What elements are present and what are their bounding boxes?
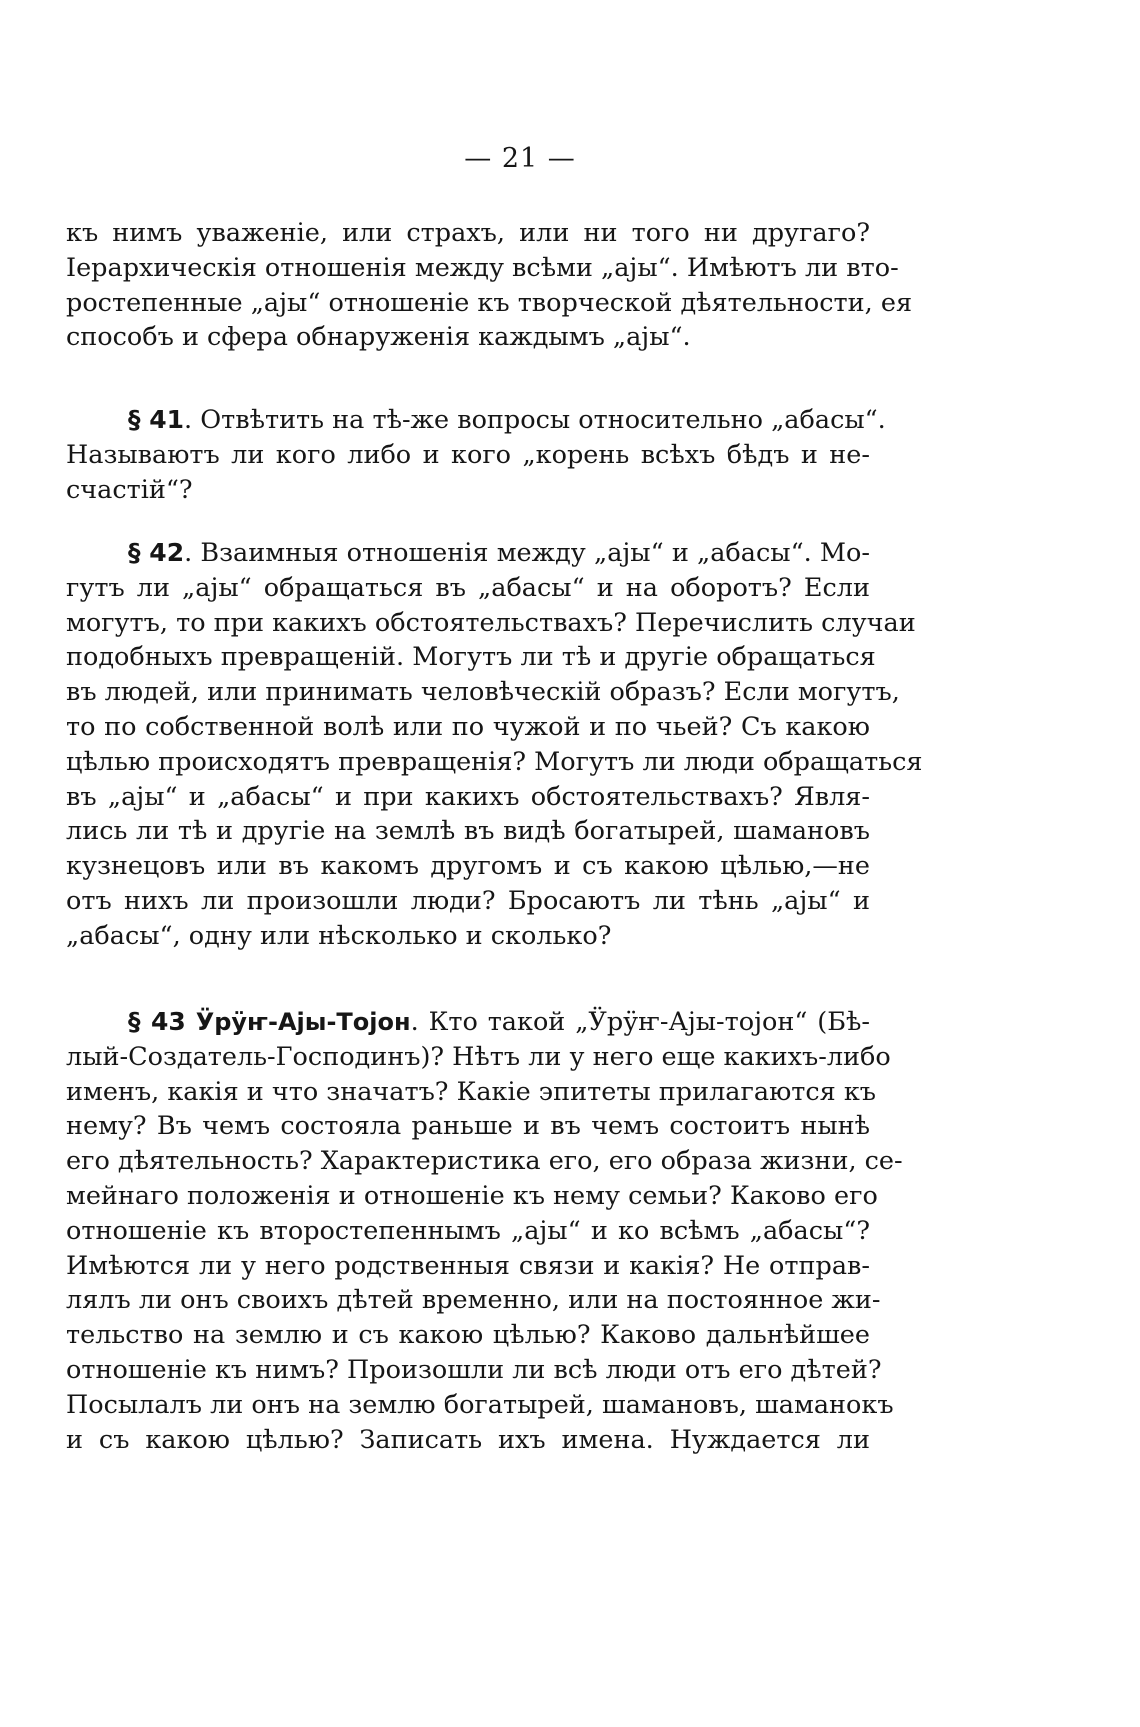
text-line (66, 403, 886, 438)
text-line: лый-Создатель-Господинъ)? Нѣтъ ли у него еще какихъ-либо (66, 1041, 891, 1072)
text-line: счастій“? (66, 474, 193, 505)
text-line: Называютъ ли кого либо и кого „корень всѣхъ бѣдъ и не- (66, 439, 870, 470)
text-fragment: . Отвѣтить на тѣ-же вопросы относительно „абасы“. (184, 405, 886, 435)
text-line: то по собственной волѣ или по чужой и по чьей? Съ какою (66, 711, 870, 742)
text-line: и съ какою цѣлью? Записать ихъ имена. Нуждается ли (66, 1424, 870, 1455)
text-line: цѣлью происходятъ превращенія? Могутъ ли люди обращаться (66, 746, 923, 777)
text-line: Имѣются ли у него родственныя связи и какія? Не отправ- (66, 1250, 870, 1281)
text-line (66, 1005, 870, 1040)
text-line: мейнаго положенія и отношеніе къ нему семьи? Каково его (66, 1180, 878, 1211)
text-line: способъ и сфера обнаруженія каждымъ „ајы“. (66, 322, 691, 353)
text-line: нему? Въ чемъ состояла раньше и въ чемъ состоитъ нынѣ (66, 1111, 870, 1142)
paragraph (66, 216, 913, 355)
paragraph-section-43 (66, 1005, 903, 1457)
text-line: лись ли тѣ и другіе на землѣ въ видѣ богатырей, шамановъ (66, 816, 870, 847)
text-line: могутъ, то при какихъ обстоятельствахъ? Перечислить случаи (66, 607, 916, 638)
text-line: отношеніе къ нимъ? Произошли ли всѣ люди отъ его дѣтей? (66, 1354, 882, 1385)
section-number: § 42 (128, 538, 185, 567)
text-line: въ „ајы“ и „абасы“ и при какихъ обстоятельствахъ? Явля- (66, 781, 870, 812)
text-line: Посылалъ ли онъ на землю богатырей, шамановъ, шаманокъ (66, 1389, 894, 1420)
section-number: § 43 (128, 1007, 186, 1036)
text-line: его дѣятельность? Характеристика его, его образа жизни, се- (66, 1146, 903, 1177)
text-line: Іерархическія отношенія между всѣми „ајы“. Имѣютъ ли вто- (66, 252, 899, 283)
text-line: отъ нихъ ли произошли люди? Бросаютъ ли тѣнь „ајы“ и (66, 885, 870, 916)
page-number: — 21 — (464, 143, 576, 174)
paragraph-section-41 (66, 403, 886, 507)
section-number: § 41 (128, 405, 184, 434)
text-line: „абасы“, одну или нѣсколько и сколько? (66, 920, 612, 951)
text-line (66, 536, 870, 571)
text-line: именъ, какія и что значатъ? Какіе эпитеты прилагаются къ (66, 1076, 877, 1107)
text-fragment: . Взаимныя отношенія между „ајы“ и „абасы“. Мо- (184, 538, 870, 568)
text-line: кузнецовъ или въ какомъ другомъ и съ какою цѣлью,—не (66, 851, 870, 882)
text-line: въ людей, или принимать человѣческій образъ? Если могутъ, (66, 677, 900, 708)
text-line: подобныхъ превращеній. Могутъ ли тѣ и другіе обращаться (66, 642, 876, 673)
paragraph-section-42 (66, 536, 923, 954)
text-line: къ нимъ уваженіе, или страхъ, или ни того ни другаго? (66, 218, 870, 248)
text-line: тельство на землю и съ какою цѣлью? Каково дальнѣйшее (66, 1320, 870, 1351)
text-line: лялъ ли онъ своихъ дѣтей временно, или на постоянное жи- (66, 1285, 881, 1316)
text-fragment: . Кто такой „Ӱрӱҥ-Ајы-тојон“ (Бѣ- (410, 1007, 870, 1037)
text-line: гутъ ли „ајы“ обращаться въ „абасы“ и на оборотъ? Если (66, 572, 870, 603)
text-line: отношеніе къ второстепеннымъ „ајы“ и ко всѣмъ „абасы“? (66, 1215, 870, 1246)
section-title: Ӱрӱҥ-Ајы-Тојон (195, 1008, 411, 1036)
text-line: ростепенные „ајы“ отношеніе къ творческой дѣятельности, ея (66, 287, 913, 318)
